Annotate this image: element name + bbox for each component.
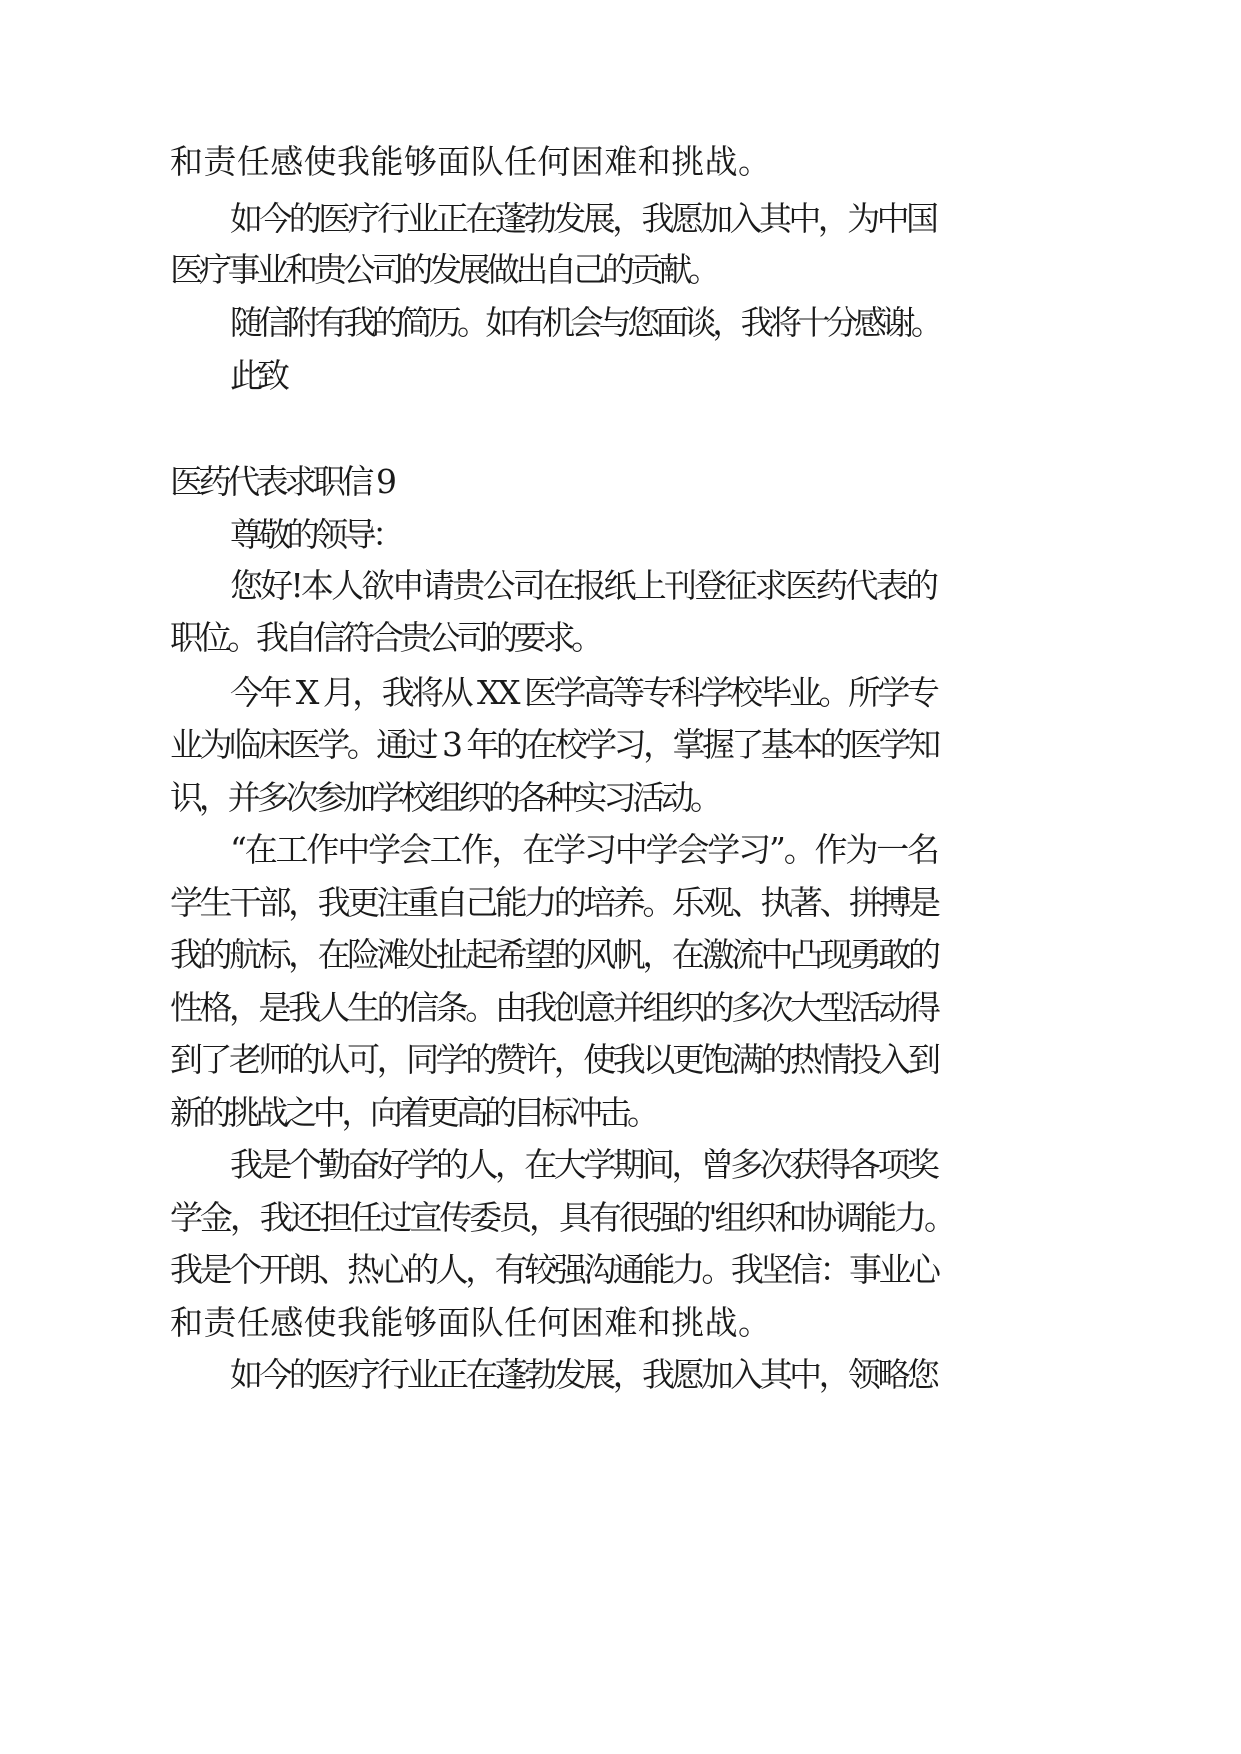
- heading-text: 医药代表求职信 9: [170, 462, 393, 501]
- paragraph-line: [0, 830, 1241, 870]
- paragraph-line: [0, 883, 1241, 923]
- paragraph-line: [0, 250, 1241, 290]
- paragraph-line: [0, 199, 1241, 239]
- line-text: 到了老师的认可，同学的赞许，使我以更饱满的热情投入到: [170, 1040, 938, 1079]
- line-text: 我是个勤奋好学的人，在大学期间，曾多次获得各项奖: [230, 1145, 937, 1184]
- line-text: 新的挑战之中，向着更高的目标冲击。: [170, 1093, 656, 1132]
- line-text: 学生干部，我更注重自己能力的培养。乐观、执著、拼搏是: [170, 883, 938, 922]
- line-text: 学金，我还担任过宣传委员，具有很强的'组织和协调能力。: [170, 1198, 954, 1237]
- line-text: 您好!本人欲申请贵公司在报纸上刊登征求医药代表的: [230, 566, 937, 605]
- paragraph-line: [0, 778, 1241, 818]
- paragraph-line: [0, 566, 1241, 606]
- salutation-text: 尊敬的领导：: [230, 515, 401, 554]
- section-heading: [0, 462, 1241, 502]
- line-text: 职位。我自信符合贵公司的要求。: [170, 618, 600, 657]
- line-text: 今年 X 月，我将从 XX 医学高等专科学校毕业。所学专: [230, 673, 937, 712]
- line-text: 和责任感使我能够面队任何困难和挑战。: [170, 142, 772, 181]
- paragraph-line: [0, 618, 1241, 658]
- paragraph-line: [0, 1198, 1241, 1238]
- paragraph-line: [0, 725, 1241, 765]
- line-text: 如今的医疗行业正在蓬勃发展，我愿加入其中，领略您: [230, 1355, 937, 1394]
- paragraph-line: [0, 673, 1241, 713]
- line-text: 随信附有我的简历。如有机会与您面谈，我将十分感谢。: [230, 303, 940, 342]
- line-text: 此致: [230, 356, 284, 395]
- paragraph-line: [0, 1040, 1241, 1080]
- line-text: 和责任感使我能够面队任何困难和挑战。: [170, 1303, 772, 1342]
- paragraph-line: [0, 303, 1241, 343]
- line-text: 如今的医疗行业正在蓬勃发展，我愿加入其中，为中国: [230, 199, 936, 238]
- line-text: 我是个开朗、热心的人，有较强沟通能力。我坚信：事业心: [170, 1250, 938, 1289]
- paragraph-line: [0, 988, 1241, 1028]
- line-text: 我的航标，在险滩处扯起希望的风帆，在激流中凸现勇敢的: [170, 935, 938, 974]
- line-text: “在工作中学会工作，在学习中学会学习”。作为一名: [230, 830, 938, 869]
- line-text: 医疗事业和贵公司的发展做出自己的贡献。: [170, 250, 717, 289]
- paragraph-line: [0, 1303, 1241, 1343]
- line-text: 识，并多次参加学校组织的各种实习活动。: [170, 778, 719, 817]
- line-text: 性格，是我人生的信条。由我创意并组织的多次大型活动得: [170, 988, 938, 1027]
- paragraph-line: [0, 142, 1241, 182]
- paragraph-line: [0, 1093, 1241, 1133]
- paragraph-line: [0, 1250, 1241, 1290]
- line-text: 业为临床医学。通过 3 年的在校学习，掌握了基本的医学知: [170, 725, 938, 764]
- paragraph-line: [0, 935, 1241, 975]
- salutation: [0, 515, 1241, 555]
- paragraph-line: [0, 1145, 1241, 1185]
- paragraph-line: [0, 1355, 1241, 1395]
- paragraph-line: [0, 356, 1241, 396]
